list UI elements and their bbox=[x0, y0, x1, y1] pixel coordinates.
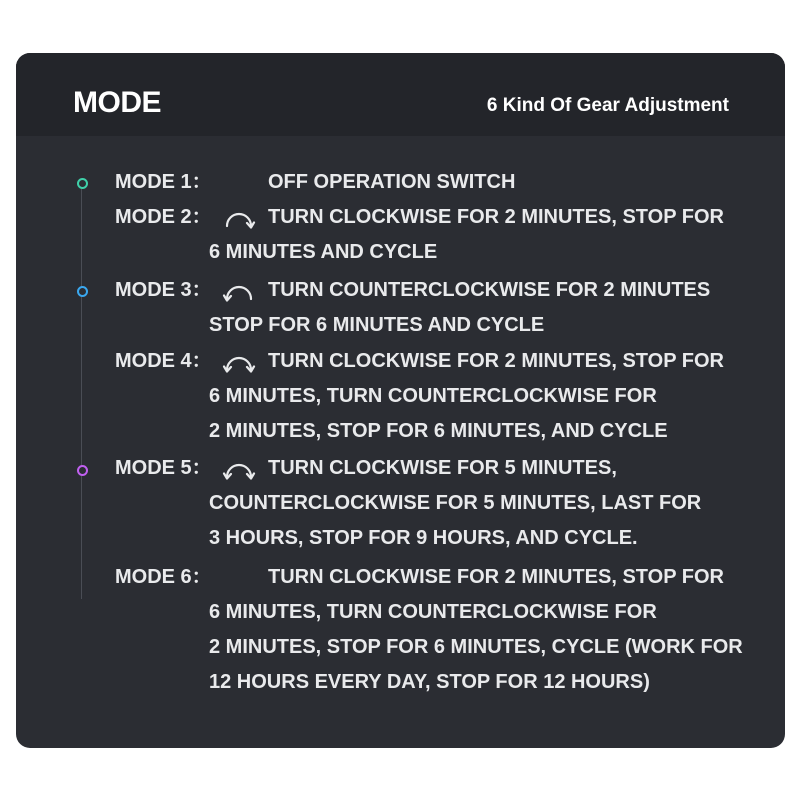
mode-description-line: TURN COUNTERCLOCKWISE FOR 2 MINUTES bbox=[268, 279, 711, 301]
mode-description-line: 6 MINUTES AND CYCLE bbox=[209, 241, 438, 263]
mode-panel bbox=[16, 53, 785, 748]
mode-description-line: 6 MINUTES, TURN COUNTERCLOCKWISE FOR bbox=[209, 601, 657, 623]
timeline-line bbox=[81, 189, 82, 599]
mode-description-line: TURN CLOCKWISE FOR 2 MINUTES, STOP FOR bbox=[268, 350, 724, 372]
bidirectional-arrow-icon bbox=[219, 348, 259, 376]
page-subtitle: 6 Kind Of Gear Adjustment bbox=[486, 95, 729, 116]
bidirectional-arrow-icon bbox=[219, 455, 259, 483]
mode-description-line: 6 MINUTES, TURN COUNTERCLOCKWISE FOR bbox=[209, 385, 657, 407]
mode-description-line: TURN CLOCKWISE FOR 5 MINUTES, bbox=[268, 457, 617, 479]
mode-description-line: TURN CLOCKWISE FOR 2 MINUTES, STOP FOR bbox=[268, 566, 724, 588]
mode-item-3 bbox=[115, 273, 775, 343]
page-title: MODE bbox=[73, 86, 161, 119]
mode-label: MODE 1： bbox=[115, 171, 212, 193]
mode-description-line: STOP FOR 6 MINUTES AND CYCLE bbox=[209, 314, 545, 336]
counterclockwise-arrow-icon bbox=[219, 277, 259, 305]
mode-label: MODE 4： bbox=[115, 350, 212, 372]
mode-description-line: COUNTERCLOCKWISE FOR 5 MINUTES, LAST FOR bbox=[209, 492, 702, 514]
mode-item-4 bbox=[115, 344, 775, 449]
mode-description-line: OFF OPERATION SWITCH bbox=[268, 171, 516, 193]
timeline-dot-mode-3 bbox=[77, 286, 88, 297]
timeline-dot-mode-5 bbox=[77, 465, 88, 476]
mode-description-line: 12 HOURS EVERY DAY, STOP FOR 12 HOURS) bbox=[209, 671, 650, 693]
mode-label: MODE 5： bbox=[115, 457, 212, 479]
mode-item-1 bbox=[115, 165, 775, 200]
mode-description-line: 2 MINUTES, STOP FOR 6 MINUTES, AND CYCLE bbox=[209, 420, 668, 442]
clockwise-arrow-icon bbox=[219, 204, 259, 232]
mode-label: MODE 6： bbox=[115, 566, 212, 588]
mode-item-2 bbox=[115, 200, 775, 270]
mode-item-6 bbox=[115, 560, 775, 700]
panel-header bbox=[16, 53, 785, 136]
timeline-dot-mode-1 bbox=[77, 178, 88, 189]
mode-description-line: 2 MINUTES, STOP FOR 6 MINUTES, CYCLE (WORK FOR bbox=[209, 636, 743, 658]
mode-description-line: TURN CLOCKWISE FOR 2 MINUTES, STOP FOR bbox=[268, 206, 724, 228]
mode-item-5 bbox=[115, 451, 775, 556]
mode-label: MODE 3： bbox=[115, 279, 212, 301]
mode-label: MODE 2： bbox=[115, 206, 212, 228]
mode-description-line: 3 HOURS, STOP FOR 9 HOURS, AND CYCLE. bbox=[209, 527, 638, 549]
